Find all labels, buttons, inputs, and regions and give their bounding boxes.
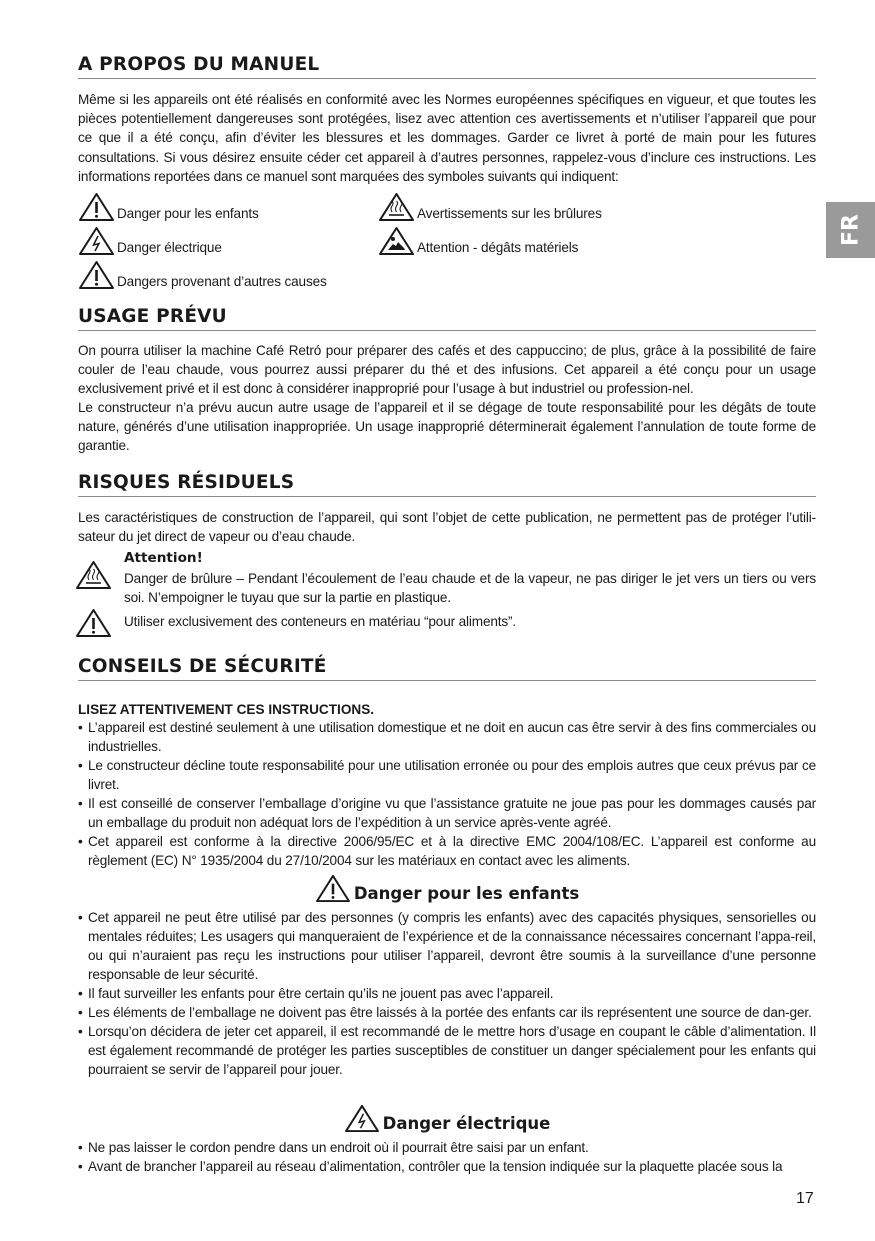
usage-body-2: Le constructeur n’a prévu aucun autre usage de l’appareil et il se dégage de toute responsabilité pour les dégâts de toute nature, générés d’une utilisation inappropriée. Un usage inapproprié déterminerait également l’annulation de toute forme de garantie. [78, 400, 816, 454]
section-title-risques: RISQUES RÉSIDUELS [78, 472, 816, 497]
attention-title: Attention! [124, 550, 203, 566]
list-item: • L’appareil est destiné seulement à une utilisation domestique et ne doit en aucun cas être servir à des fins commerciales ou industrielles. [78, 720, 816, 754]
symbol-legend-burns [378, 192, 602, 222]
subsection-title-electric: Danger électrique [78, 1104, 816, 1133]
symbol-legend-other [78, 260, 327, 290]
list-item: • Cet appareil ne peut être utilisé par des personnes (y compris les enfants) avec des capacités physiques, sensorielles ou mentales réduites; Les usagers qui manqueraient de l’expérience et de la connaissance nécessaires concernant l’appa-reil, ou qui n’auraient pas reçu les instructions pour utiliser l’appareil, devront être soumis à la surveillance d’une personne responsable de leur sécurité. [78, 910, 816, 982]
symbol-label: Danger pour les enfants [117, 206, 259, 221]
apropos-body: Même si les appareils ont été réalisés en conformité avec les Normes européennes spécifiques en vigueur, et que toutes les pièces potentiellement dangereuses sont protégées, lisez avec attention ces avertissements et n’utiliser l’appareil que pour ce que il a été conçu, afin d’éviter les blessures et les dommages. Garder ce livret à porté de main pour les futures consultations. Si vous désirez ensuite céder cet appareil à d’autres personnes, rappelez-vous d’inclure ces instructions. Les informations reportées dans ce manuel sont marquées des symboles suivants qui indiquent: [78, 92, 816, 184]
list-item: • Le constructeur décline toute responsabilité pour une utilisation erronée ou pour des emplois autres que ceux prévus par ce livret. [78, 758, 816, 792]
electric-list [78, 1138, 816, 1176]
section-title-apropos: A PROPOS DU MANUEL [78, 54, 816, 79]
children-list [78, 908, 816, 1079]
hot-surface-icon [75, 560, 112, 590]
conseils-subtitle: LISEZ ATTENTIVEMENT CES INSTRUCTIONS. [78, 702, 375, 717]
symbol-label: Attention - dégâts matériels [417, 240, 579, 255]
risques-body: Les caractéristiques de construction de l’appareil, qui sont l’objet de cette publication, ne permettent pas de protéger l’utili-sateur du jet direct de vapeur ou d’eau chaude. [78, 510, 816, 545]
list-item: • Il faut surveiller les enfants pour être certain qu’ils ne jouent pas avec l’appareil. [78, 986, 554, 1001]
container-text: Utiliser exclusivement des conteneurs en matériau “pour aliments”. [124, 614, 517, 629]
warning-icon [315, 874, 351, 903]
usage-body-1: On pourra utiliser la machine Café Retró pour préparer des cafés et des cappuccino; de plus, grâce à la possibilité de faire couler de l’eau chaude, vous pourrez aussi préparer du thé et des infusions. Cet appareil a été conçu pour un usage exclusivement privé et il est donc à considérer inapproprié pour l’usage à but industriel ou profession-nel. [78, 343, 816, 397]
subsection-title-children: Danger pour les enfants [78, 874, 816, 903]
section-title-conseils: CONSEILS DE SÉCURITÉ [78, 656, 816, 681]
language-tab [826, 202, 875, 258]
material-damage-icon [378, 226, 415, 256]
warning-icon [75, 608, 112, 638]
list-item: • Ne pas laisser le cordon pendre dans un endroit où il pourrait être saisi par un enfant. [78, 1140, 589, 1155]
hot-surface-icon [378, 192, 415, 222]
section-title-usage: USAGE PRÉVU [78, 306, 816, 331]
symbol-label: Dangers provenant d’autres causes [117, 274, 327, 289]
warning-icon [78, 192, 115, 222]
language-tab-label: FR [838, 214, 863, 246]
list-item: • Avant de brancher l’appareil au réseau d’alimentation, contrôler que la tension indiquée sur la plaquette placée sous la [78, 1159, 783, 1174]
conseils-list [78, 718, 816, 870]
symbol-legend-electric [78, 226, 222, 256]
list-item: • Cet appareil est conforme à la directive 2006/95/EC et à la directive EMC 2004/108/EC. L’appareil est conforme au règlement (EC) N° 1935/2004 du 27/10/2004 sur les matériaux en contact avec les aliments. [78, 834, 816, 868]
list-item: • Les éléments de l’emballage ne doivent pas être laissés à la portée des enfants car ils représentent une source de dan-ger. [78, 1005, 812, 1020]
list-item: • Il est conseillé de conserver l’emballage d’origine vu que l’assistance gratuite ne joue pas pour les dommages causés par un emballage du produit non adéquat lors de l’expédition à un service après-vente agréé. [78, 796, 816, 830]
symbol-label: Avertissements sur les brûlures [417, 206, 602, 221]
warning-icon [78, 260, 115, 290]
symbol-legend-damage [378, 226, 578, 256]
list-item: • Lorsqu’on décidera de jeter cet appareil, il est recommandé de le mettre hors d’usage en coupant le câble d’alimentation. Il est également recommandé de protéger les parties susceptibles de constituer un danger spécialement pour les enfants qui pourraient se servir de l’appareil pour jouer. [78, 1024, 816, 1077]
page-number: 17 [796, 1190, 814, 1207]
attention-text: Danger de brûlure – Pendant l’écoulement de l’eau chaude et de la vapeur, ne pas diriger le jet vers un tiers ou vers soi. N’empoigner le tuyau que sur la partie en plastique. [124, 571, 816, 606]
electric-warning-icon [344, 1104, 380, 1133]
symbol-legend-children [78, 192, 259, 222]
symbol-label: Danger électrique [117, 240, 222, 255]
electric-warning-icon [78, 226, 115, 256]
